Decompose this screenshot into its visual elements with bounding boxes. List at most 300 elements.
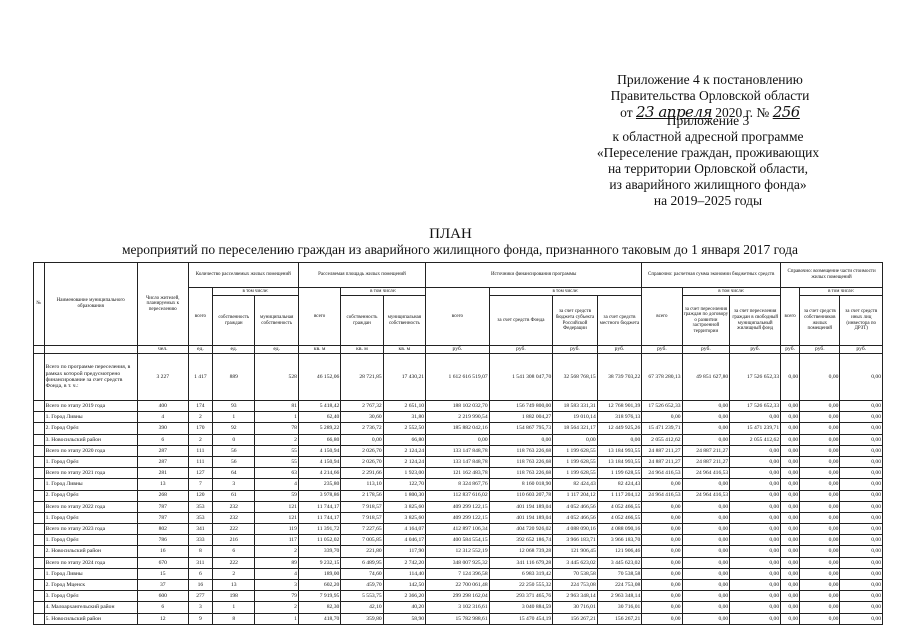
row-value: 0,00 [840,591,883,602]
row-value: 62,40 [298,412,340,423]
row-value: 2 291,66 [341,468,383,479]
row-value: 63 [255,468,298,479]
row-value: 0,00 [800,412,840,423]
row-value: 12 068 739,28 [489,546,553,557]
row-value: 0,00 [840,354,883,401]
row-value: 15 [137,568,188,579]
row-name: Всего по этапу 2023 года [44,524,137,535]
row-value: 0,00 [781,568,800,579]
row-value: 528 [255,354,298,401]
row-value: 13 [137,479,188,490]
unit-cell: руб. [597,346,642,354]
row-value: 3 978,86 [298,490,340,501]
row-value: 118 763 226,68 [489,468,553,479]
row-name: Всего по этапу 2024 года [44,557,137,568]
row-value: 12 449 925,26 [597,423,642,434]
row-value: 0,00 [642,613,682,624]
row-value: 0,00 [682,568,730,579]
row-value: 24 887 211,27 [682,456,730,467]
row-value: 404 720 926,02 [489,524,553,535]
row-value: 0,00 [730,456,781,467]
annex3-line3: «Переселение граждан, проживающих [596,145,820,160]
row-value: 0,00 [682,501,730,512]
row-value: 4 046,17 [383,535,425,546]
row-no [34,591,45,602]
row-value: 2 767,32 [341,401,383,412]
row-value: 0,00 [840,524,883,535]
row-value: 0,00 [800,546,840,557]
row-value: 79 [255,591,298,602]
row-value: 287 [137,445,188,456]
table-row [34,557,883,568]
row-value: 0,00 [840,423,883,434]
row-value: 133 147 848,78 [426,445,490,456]
row-value: 2 [213,568,255,579]
row-value: 232 [213,512,255,523]
row-name: Всего по программе переселения, в рамках которой предусмотрено финансирование за счет средств Фонда, в т. ч.: [44,354,137,401]
row-value: 0,00 [800,602,840,613]
row-name: 2. Город Мценск [44,580,137,591]
row-no [34,613,45,624]
row-value: 0,00 [840,568,883,579]
row-value: 61 [213,490,255,501]
row-value: 0,00 [426,434,490,445]
units-row [34,346,883,354]
row-value: 3 227 [137,354,188,401]
row-value: 409 299 122,15 [426,501,490,512]
row-value: 113,10 [341,479,383,490]
row-value: 17 526 652,33 [642,401,682,412]
table-row [34,591,883,602]
row-value: 0,00 [781,557,800,568]
row-value: 341 116 679,28 [489,557,553,568]
row-value: 2 [188,412,212,423]
row-name: 3. Город Орёл [44,591,137,602]
table-row [34,568,883,579]
row-value: 4 052 466,55 [597,501,642,512]
row-value: 0,00 [800,591,840,602]
row-no [34,512,45,523]
row-value: 600 [137,591,188,602]
unit-cell: чел. [137,346,188,354]
row-value: 6 489,95 [341,557,383,568]
row-value: 110 603 207,78 [489,490,553,501]
row-value: 0,00 [730,568,781,579]
row-value: 4 [255,479,298,490]
header-row-1 [34,263,883,288]
row-value: 1 [213,602,255,613]
unit-cell: кв. м [383,346,425,354]
sources-incl-header: в том числе: [489,288,642,296]
row-value: 0,00 [781,535,800,546]
row-value: 1 612 616 519,07 [426,354,490,401]
row-value: 401 194 189,04 [489,501,553,512]
annex3-line2: к областной адресной программе [612,129,804,144]
row-value: 400 [137,401,188,412]
row-value: 0,00 [840,602,883,613]
row-value: 198 [213,591,255,602]
row-value: 11 744,17 [298,501,340,512]
row-value: 409 299 122,15 [426,512,490,523]
row-value: 9 [188,613,212,624]
row-value: 0,00 [553,434,598,445]
row-value: 4 052 466,55 [597,512,642,523]
row-value: 0,00 [781,445,800,456]
row-value: 0,00 [781,434,800,445]
row-value: 0,00 [800,354,840,401]
unit-cell: руб. [840,346,883,354]
row-value: 2 963 348,14 [597,591,642,602]
table-row [34,524,883,535]
row-value: 3 040 884,59 [489,602,553,613]
row-value: 4 052 466,56 [553,512,598,523]
row-value: 122,70 [383,479,425,490]
date-year: 2020 г. № [715,105,770,120]
row-value: 0,00 [682,512,730,523]
row-value: 0,00 [682,524,730,535]
row-value: 0,00 [781,512,800,523]
row-value: 7 [188,479,212,490]
row-value: 333 [188,535,212,546]
group-area-header: Расселяемая площадь жилых помещений [298,263,425,288]
row-value: 1 417 [188,354,212,401]
row-value: 28 721,85 [341,354,383,401]
row-name: 3. Новосильский район [44,434,137,445]
unit-cell: руб. [489,346,553,354]
row-value: 112 837 616,02 [426,490,490,501]
row-value: 0,00 [682,580,730,591]
row-value: 787 [137,512,188,523]
row-value: 17 430,21 [383,354,425,401]
row-value: 1 199 628,55 [553,445,598,456]
annex3-line5: из аварийного жилищного фонда» [609,177,807,192]
unit-cell: кв. м [341,346,383,354]
compens-total-header: всего [781,288,800,346]
row-value: 0,00 [840,445,883,456]
row-value: 2 [255,546,298,557]
row-value: 58,90 [383,613,425,624]
row-value: 802 [137,524,188,535]
row-value: 2 026,70 [341,445,383,456]
row-value: 56 [213,445,255,456]
summary-row [34,354,883,401]
row-value: 9 232,15 [298,557,340,568]
row-value: 2 [188,434,212,445]
row-value: 889 [213,354,255,401]
dev-contract-header: за счет переселения граждан по договору о развитии застроенной территории [682,296,730,346]
row-value: 49 851 627,80 [682,354,730,401]
row-value: 2 055 412,62 [642,434,682,445]
row-value: 3 445 623,02 [597,557,642,568]
table-row [34,412,883,423]
table-row [34,613,883,624]
row-value: 13 184 993,55 [597,456,642,467]
row-value: 0,00 [800,490,840,501]
row-value: 0,00 [730,602,781,613]
row-value: 0,00 [800,479,840,490]
row-value: 0,00 [781,412,800,423]
row-value: 299 298 162,04 [426,591,490,602]
group-econ-header: Справочно: расчетная сумма экономии бюджетных средств [642,263,781,288]
table-row [34,535,883,546]
row-value: 0,00 [682,613,730,624]
row-value: 281 [137,468,188,479]
row-value: 70 538,58 [553,568,598,579]
row-value: 0,00 [730,591,781,602]
unit-cell: руб. [800,346,840,354]
row-value: 0,00 [682,401,730,412]
row-value: 156 267,21 [597,613,642,624]
row-value: 6 [137,434,188,445]
row-value: 0,00 [642,479,682,490]
row-value: 0,00 [682,602,730,613]
row-value: 0,00 [781,490,800,501]
row-value: 401 194 189,04 [489,512,553,523]
row-value: 154 867 795,73 [489,423,553,434]
row-value: 3 445 623,02 [553,557,598,568]
row-value: 0,00 [781,354,800,401]
row-value: 121 906,45 [553,546,598,557]
area-incl-header: в том числе: [341,288,426,296]
group-compens-header: Справочно: возмещение части стоимости жилых помещений [781,263,883,288]
row-value: 118 763 226,68 [489,456,553,467]
row-value: 0,00 [682,423,730,434]
row-value: 82 424,43 [597,479,642,490]
row-value: 38 739 703,22 [597,354,642,401]
row-value: 0,00 [730,445,781,456]
row-value: 0,00 [642,535,682,546]
row-no [34,468,45,479]
row-value: 15 782 988,61 [426,613,490,624]
row-value: 0,00 [800,501,840,512]
row-value: 11 052,02 [298,535,340,546]
row-value: 2 366,20 [383,591,425,602]
row-value: 7 918,57 [341,501,383,512]
row-no [34,557,45,568]
row-name: 1. Город Ливны [44,568,137,579]
row-value: 0,00 [840,479,883,490]
row-value: 277 [188,591,212,602]
row-value: 74,60 [341,568,383,579]
row-value: 13 184 993,55 [597,445,642,456]
row-name: 2. Новосильский район [44,546,137,557]
plan-table [33,262,883,625]
row-value: 0,00 [730,479,781,490]
row-value: 0,00 [800,401,840,412]
row-value: 0,00 [800,580,840,591]
row-value: 4 150,94 [298,445,340,456]
row-value: 0,00 [800,445,840,456]
row-no [34,423,45,434]
row-value: 119 [255,524,298,535]
row-value: 16 [188,580,212,591]
units-cell-no [34,346,45,354]
local-budget-header: за счет средств местного бюджета [597,296,642,346]
row-value: 37 [137,580,188,591]
row-value: 0,00 [730,580,781,591]
row-value: 221,80 [341,546,383,557]
row-value: 5 418,42 [298,401,340,412]
row-no [34,490,45,501]
row-value: 11 391,72 [298,524,340,535]
row-value: 7 124 396,58 [426,568,490,579]
row-value: 24 887 211,27 [642,445,682,456]
row-value: 24 964 416,53 [642,490,682,501]
row-value: 353 [188,501,212,512]
row-value: 1 800,30 [383,490,425,501]
row-value: 0,00 [781,468,800,479]
row-name: 1. Город Ливны [44,412,137,423]
row-no [34,434,45,445]
row-no [34,580,45,591]
col-name-header: Наименование муниципального образования [44,263,137,346]
row-value: 0,00 [642,546,682,557]
row-value: 0,00 [781,401,800,412]
row-value: 121 [255,501,298,512]
row-value: 22 700 061,48 [426,580,490,591]
rooms-own-header: собственность граждан [213,296,255,346]
annex3-line4: на территории Орловской области, [607,161,809,176]
row-value: 0,00 [642,580,682,591]
row-value: 2 219 990,54 [426,412,490,423]
date-handwritten: 23 апреля [636,103,712,121]
row-value: 0,00 [800,468,840,479]
annex4-line2: Правительства Орловской области [610,88,810,103]
row-value: 11 744,17 [298,512,340,523]
row-value: 216 [213,535,255,546]
row-value: 127 [188,468,212,479]
row-no [34,412,45,423]
row-value: 0,00 [781,501,800,512]
row-value: 118 763 226,68 [489,445,553,456]
table-row [34,479,883,490]
row-value: 0,00 [840,401,883,412]
row-value: 0,00 [800,512,840,523]
row-value: 78 [255,423,298,434]
row-value: 6 [137,602,188,613]
table-row [34,490,883,501]
row-value: 111 [188,445,212,456]
table-row [34,580,883,591]
rooms-total-header: всего [188,288,212,346]
row-no [34,401,45,412]
row-value: 318 976,13 [597,412,642,423]
row-value: 787 [137,501,188,512]
row-value: 2 [255,602,298,613]
row-value: 0,00 [730,512,781,523]
unit-cell: руб. [426,346,490,354]
table-row [34,423,883,434]
row-no [34,479,45,490]
row-value: 1 199 628,55 [553,456,598,467]
row-value: 7 005,85 [341,535,383,546]
unit-cell: кв. м [298,346,340,354]
row-value: 0,00 [781,524,800,535]
row-value: 2 963 348,14 [553,591,598,602]
row-value: 8 324 867,76 [426,479,490,490]
rooms-incl-header: в том числе: [213,288,299,296]
row-value: 392 652 186,74 [489,535,553,546]
table-row [34,512,883,523]
row-value: 82 424,43 [553,479,598,490]
row-value: 55 [255,445,298,456]
owners-funds-header: за счет средств собственников жилых помещений [800,296,840,346]
row-name: Всего по этапу 2020 года [44,445,137,456]
row-value: 0,00 [730,501,781,512]
row-name: 5. Новосильский район [44,613,137,624]
table-row [34,602,883,613]
row-value: 121 162 483,78 [426,468,490,479]
row-name: Всего по этапу 2019 года [44,401,137,412]
row-value: 0,00 [800,613,840,624]
row-value: 348 007 925,32 [426,557,490,568]
row-value: 390 [137,423,188,434]
row-value: 0,00 [840,434,883,445]
row-value: 339,70 [298,546,340,557]
row-name: 1. Город Ливны [44,479,137,490]
row-value: 2 124,24 [383,445,425,456]
row-value: 1 [255,412,298,423]
unit-cell: ед. [188,346,212,354]
row-value: 1 199 628,55 [553,468,598,479]
row-value: 4 052 466,56 [553,501,598,512]
annex-3-block [548,113,868,209]
row-name: 1. Город Орёл [44,535,137,546]
row-value: 287 [137,456,188,467]
row-value: 0,00 [800,423,840,434]
row-value: 224 753,08 [553,580,598,591]
row-value: 0,00 [800,524,840,535]
row-value: 92 [213,423,255,434]
row-value: 188 102 032,70 [426,401,490,412]
row-value: 46 152,06 [298,354,340,401]
row-value: 0,00 [840,580,883,591]
row-value: 0,00 [682,412,730,423]
row-value: 0,00 [682,591,730,602]
row-value: 2 736,72 [341,423,383,434]
row-value: 142,50 [383,580,425,591]
row-no [34,546,45,557]
row-value: 30 716,01 [597,602,642,613]
row-value: 0,00 [730,468,781,479]
row-name: 1. Город Орёл [44,512,137,523]
unit-cell: руб. [781,346,800,354]
row-value: 24 887 211,27 [642,456,682,467]
row-value: 156 749 800,00 [489,401,553,412]
row-value: 4 164,07 [383,524,425,535]
row-value: 82,30 [298,602,340,613]
row-value: 31,80 [383,412,425,423]
row-value: 3 [213,479,255,490]
row-value: 174 [188,401,212,412]
table-row [34,546,883,557]
table-row [34,434,883,445]
row-value: 4 088 090,16 [597,524,642,535]
row-value: 0,00 [800,434,840,445]
row-value: 7 918,57 [341,512,383,523]
doc-title: ПЛАН [429,226,472,242]
row-value: 224 753,08 [597,580,642,591]
row-value: 412 897 106,34 [426,524,490,535]
row-name: 2. Город Орёл [44,490,137,501]
row-value: 15 471 239,71 [642,423,682,434]
row-value: 0,00 [840,557,883,568]
unit-cell: руб. [553,346,598,354]
unit-cell: руб. [642,346,682,354]
row-value: 0,00 [840,456,883,467]
table-row [34,445,883,456]
row-value: 0,00 [840,535,883,546]
